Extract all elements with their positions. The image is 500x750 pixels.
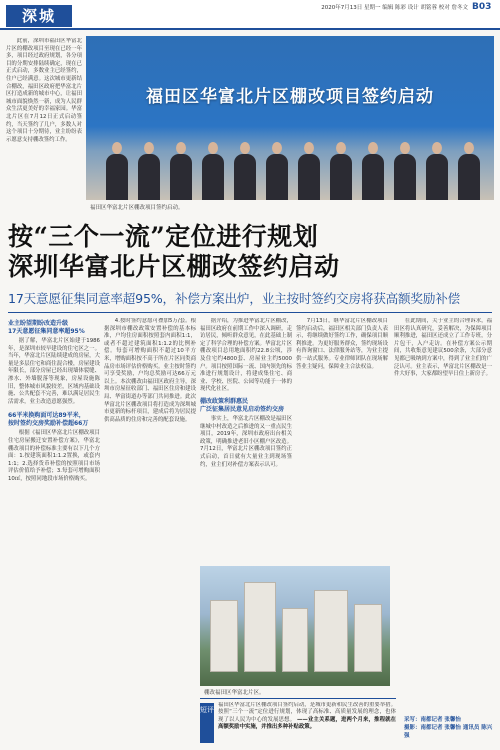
photo-people	[86, 136, 494, 200]
header-meta: 2020年7月13日 星期一 编辑 陈彩 设计 胡铭蓉 校对 詹冬文	[321, 5, 468, 11]
article-column-5	[394, 318, 492, 710]
column-3-body: 据介绍，为推进华富北片区棚改，福田区政府在前期工作中深入调研，走访居民，倾听群众意见，在此基础上制定了科学合理的补偿方案。华富北片区棚改项目总用地面积约22.8公顷，涉及住宅约4800套、房屋业主约5000户。项目按照国际一流、国内领先的标准进行规划设计，将建成集住宅、商业、学校、医院、公园等功能于一体的现代化社区。	[200, 318, 292, 393]
article-column-2	[104, 318, 196, 746]
column-2-body: 4.按时签约意愿可叠加5万/套。根据深圳市棚改政策安置补偿的基本标准，户均住房面积按照套内面积1:1，或者不超过建筑面积1:1.2的比例补偿。每套可增购面积不超过10平方米，增购面积按不高于所在片区同类商品房市场评估价格购买。业主按时签约可享受奖励，户均总奖励可达66万元以上。本次棚改由福田区政府主导，深圳市房屋征收部门、福田区住房和建设局、华富街道办等部门共同推进。此次华富北片区棚改项目将打造成为深圳城市更新的标杆项目，建成后将为居民提供高品质的住房和完善的配套设施。	[104, 318, 196, 423]
commentary-box	[200, 698, 396, 747]
column-3-heading: 棚改政策利群惠民 广泛征集居民意见启动签约交房	[200, 397, 285, 413]
article-column-4	[296, 318, 388, 562]
headline	[8, 222, 492, 282]
byline-photographer: 摄影：南都记者 张馨怡 通讯员 陈兴强	[404, 725, 493, 739]
subheadline: 17天意愿征集同意率超95%，补偿方案出炉，业主按时签约交房将获高额奖励补偿	[8, 291, 461, 306]
intro-text: 此前，深圳市福田区华富北片区的棚改项目至现在已经一年多，项目经过政府规划，各分项目的分期安排陆续确定，现在已正式启动，多数业主已经签约，住户已经满意。这次城市更新结合棚改，福田区政府把华富北片区打造成新的城市中心，让福田城市面貌焕然一新，成为人民群众生活更美好的幸福家园。华富北片区在7月12日正式启动签约，当天签约了几户，多数人对这个项目十分期待，业主纷纷表示愿意支持棚改签约工作。	[6, 38, 82, 143]
column-1-heading-2: 66平米换购面可达89平米， 按时签约交房奖励补偿超66万	[8, 412, 89, 428]
headline-line-2: 深圳华富北片区棚改签约启动	[8, 252, 340, 281]
divider	[8, 312, 492, 313]
commentary-text	[218, 702, 396, 746]
page-number: B03	[472, 2, 492, 12]
article-column-1	[8, 318, 100, 746]
section-tag: 深城	[6, 5, 72, 27]
column-5-body: 在此期间，关于业主的合理诉求，福田区将认真研究，妥善解决，为保障项目顺利推进，福田区还成立了工作专班，分片包干，入户走访。在补偿方案公示期间，共收集意见建议500余条，大部分意见都已吸纳到方案中，得到了业主们的广泛认可。业主表示，华富北片区棚改是一件大好事，大家都盼望早日住上新房子。	[394, 318, 492, 378]
column-4-body: 7月13日，继华富北片区棚改项目签约启动后，福田区相关部门负责人表示，将继续做好签约工作，确保项目顺利推进。为更好服务群众，签约现场设有咨询窗口、法律服务站等，为业主提供一站式服务。专业律师团队在现场解答业主疑问，保障业主合法权益。	[296, 318, 388, 370]
bottom-photo-caption: 棚改福田区华富北片区。	[204, 690, 265, 696]
commentary-sign: ——业主关系题，进两个月来，推程就在高额奖励中实施，并推出多种补贴政策。	[218, 716, 396, 731]
commentary-label: 短评	[200, 703, 214, 743]
photo-banner: 福田区华富北片区棚改项目签约启动	[146, 87, 434, 107]
column-1-body: 据了解，华富北片区始建于1986年，是深圳市较早建设的住宅区之一。当年，华富北片区陆续建成的房屋，大量是多层住宅和商住混合楼，房屋建设年限长，部分房屋已经出现墙体裂缝、渗水、外墙脱落等现象，房屋设施陈旧，整体城市风貌较差，区域内基础设施、公共配套不完善，难以满足居民生活需求，业主改造意愿强烈。	[8, 338, 100, 405]
byline	[404, 716, 494, 740]
article-column-3	[200, 318, 292, 562]
column-1-heading: 业主盼望期盼改造升级 17天意愿征集同意率超95%	[8, 320, 85, 335]
commentary-body: 福田区华富北片区棚改项目签约启动，是城市更新和民生改善的重要举措。按照“三个一流”定位进行规划，体现了高标准、高质量发展的理念，也体现了以人民为中心的发展思想。	[218, 702, 396, 723]
bottom-photo	[200, 566, 390, 686]
intro-column	[6, 38, 82, 218]
byline-writer: 采写：南都记者 张馨怡	[404, 717, 461, 723]
headline-line-1: 按“三个一流”定位进行规划	[8, 222, 319, 251]
column-1-body-2: 根据《福田区华富北片区棚改项目住宅房屋搬迁安置补偿方案》，华富北棚改项目的补偿标准主要有以下几个方面：1.按建筑面积1:1.2置换，或套内1:1；2.选择货币补偿的按照项目市场评估价值给予补偿；3.每套可增购面积10㎡，按照同地段市场价格购买。	[8, 430, 100, 482]
top-photo-caption: 福田区华富北片区棚改项目签约启动。	[90, 205, 184, 211]
top-photo	[86, 36, 494, 200]
column-3-body-2: 事实上，华富北片区棚改是福田区继城中村改造之后推进的又一重点民生项目，2019年，深圳市政府出台相关政策，明确推进老旧小区棚户区改造。7月12日，华富北片区棚改项目签约正式启动，首日就有大量业主到现场签约，业主们对补偿方案表示认可。	[200, 415, 292, 468]
page-header	[0, 0, 500, 30]
